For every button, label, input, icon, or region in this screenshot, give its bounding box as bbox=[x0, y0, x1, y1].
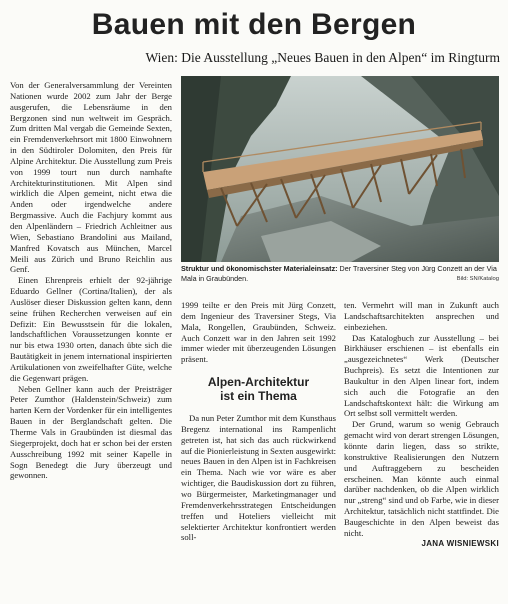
caption-bold: Struktur und ökonomischster Materialeinsatz: bbox=[181, 264, 338, 273]
paragraph: Einen Ehrenpreis erhielt der 92-jährige Eduardo Gellner (Cortina/Italien), der als Auslöser dieser Diskussion gelten kann, denn seine frühen Recherchen verweisen auf ein Defizit: Ein Bewusstsein für die lokalen, landschaftlichen Voraussetzungen konnte er nur bis etwa 1930 orten, danach übte sich die Bautätigkeit in jenem international inspirierten Artikulationen von zweifelhafter Güte, welche die Gegenwart prägen. bbox=[10, 275, 172, 383]
text-column-2 bbox=[181, 300, 336, 543]
paragraph: Neben Gellner kann auch der Preisträger Peter Zumthor (Haldenstein/Schweiz) zum harten Kern der Vordenker für ein intelligentes Bauen in der Berglandschaft gelten. Die Therme Vals in Graubünden ist diesmal das Siegerprojekt, doch hat er schon bei der ersten Ausschreibung 1992 mit seiner Kapelle in Sogn Benedegt die Jury überzeugt und gewonnen. bbox=[10, 383, 172, 481]
text-column-3 bbox=[344, 300, 499, 549]
author-byline: JANA WISNIEWSKI bbox=[421, 538, 499, 548]
paragraph: ten. Vermehrt will man in Zukunft auch Landschaftsarchitekten ansprechen und einbeziehen. bbox=[344, 300, 499, 332]
photo-caption bbox=[181, 264, 499, 284]
paragraph: Da nun Peter Zumthor mit dem Kunsthaus Bregenz international ins Rampenlicht getreten ist, hat sich das auch rückwirkend auf die Pionierleistung in Sexten ausgewirkt: neues Bauen in den Alpen ist in Fachkreisen ein Thema. Nach wie vor wäre es aber wichtiger, die Baudiskussion dort zu führen, wo Bürgermeister, Marketingmanager und Fremdenverkehrsstrategen Entscheidungen treffen und Hoteliers vielleicht mit selektierter Architektur konfrontiert werden soll- bbox=[181, 413, 336, 543]
paragraph: 1999 teilte er den Preis mit Jürg Conzett, dem Ingenieur des Traversiner Stegs, Via Mala, Rongellen, Graubünden, Schweiz. Auch Conzett war in den Jahren seit 1992 immer wieder mit überzeugenden Lösungen präsent. bbox=[181, 300, 336, 365]
text-column-1 bbox=[10, 80, 172, 481]
article-subheadline: Wien: Die Ausstellung „Neues Bauen in den Alpen“ im Ringturm bbox=[145, 50, 500, 65]
caption-text: Der Traversiner Steg von Jürg Conzett an der Via Mala in Graubünden. bbox=[181, 264, 497, 283]
paragraph: Von der Generalversammlung der Vereinten Nationen wurde 2002 zum Jahr der Berge ausgerufen, die Lebensräume in den Bergzonen sind nun weltweit im Gespräch. Zum dritten Mal vergab die Gemeinde Sexten, ein Fremdenverkehrsort mit 1800 Einwohnern in den Südtiroler Dolomiten, den Preis für Alpine Architektur. Die Ausstellung zum Preis von 1999 tourt nun durch namhafte Architekturinstitutionen. Mit Alpen sind wirklich die Alpen gemeint, nicht etwa die Anden oder irgendwelche andere Bergmassive. Auch die Fachjury kommt aus den Alpenländern – Friedrich Achleitner aus Wien, Sebastiano Brandolini aus Mailand, Manfred Kovatsch aus München, Marcel Meili aus Zürich und Bruno Reichlin aus Genf. bbox=[10, 80, 172, 275]
section-subhead bbox=[181, 375, 336, 403]
bridge-photo bbox=[181, 76, 499, 262]
paragraph: Der Grund, warum so wenig Gebrauch gemacht wird von derart strengen Lösungen, könnte darin liegen, dass so strikte, konstruktive Realisierungen den Nutzern und Auftraggebern zu bescheiden erscheinen. Man könnte auch einmal darüber nachdenken, ob die Alpen wirklich nur „streng“ sind und ob Farbe, wie in dieser Architektur, tatsächlich nicht stattfindet. Die Baugeschichte in den Alpen beweist das nicht. bbox=[344, 419, 499, 538]
subhead-line-1: Alpen-Architektur bbox=[207, 375, 310, 390]
paragraph: Das Katalogbuch zur Ausstellung – bei Birkhäuser erschienen – ist ebenfalls ein „ausgezeichnetes“ Werk (Deutscher Buchpreis). Es setzt die Intentionen zur Baukultur in den Alpen linear fort, indem sich auch die Fotografie an den Landschaftskontext hält: die Wirkung am Ort selbst soll vermittelt werden. bbox=[344, 332, 499, 419]
article-headline: Bauen mit den Bergen bbox=[91, 8, 417, 41]
bridge-illustration bbox=[181, 76, 499, 262]
subhead-line-2: ist ein Thema bbox=[220, 389, 297, 404]
photo-credit: Bild: SN/Katalog bbox=[456, 276, 499, 282]
